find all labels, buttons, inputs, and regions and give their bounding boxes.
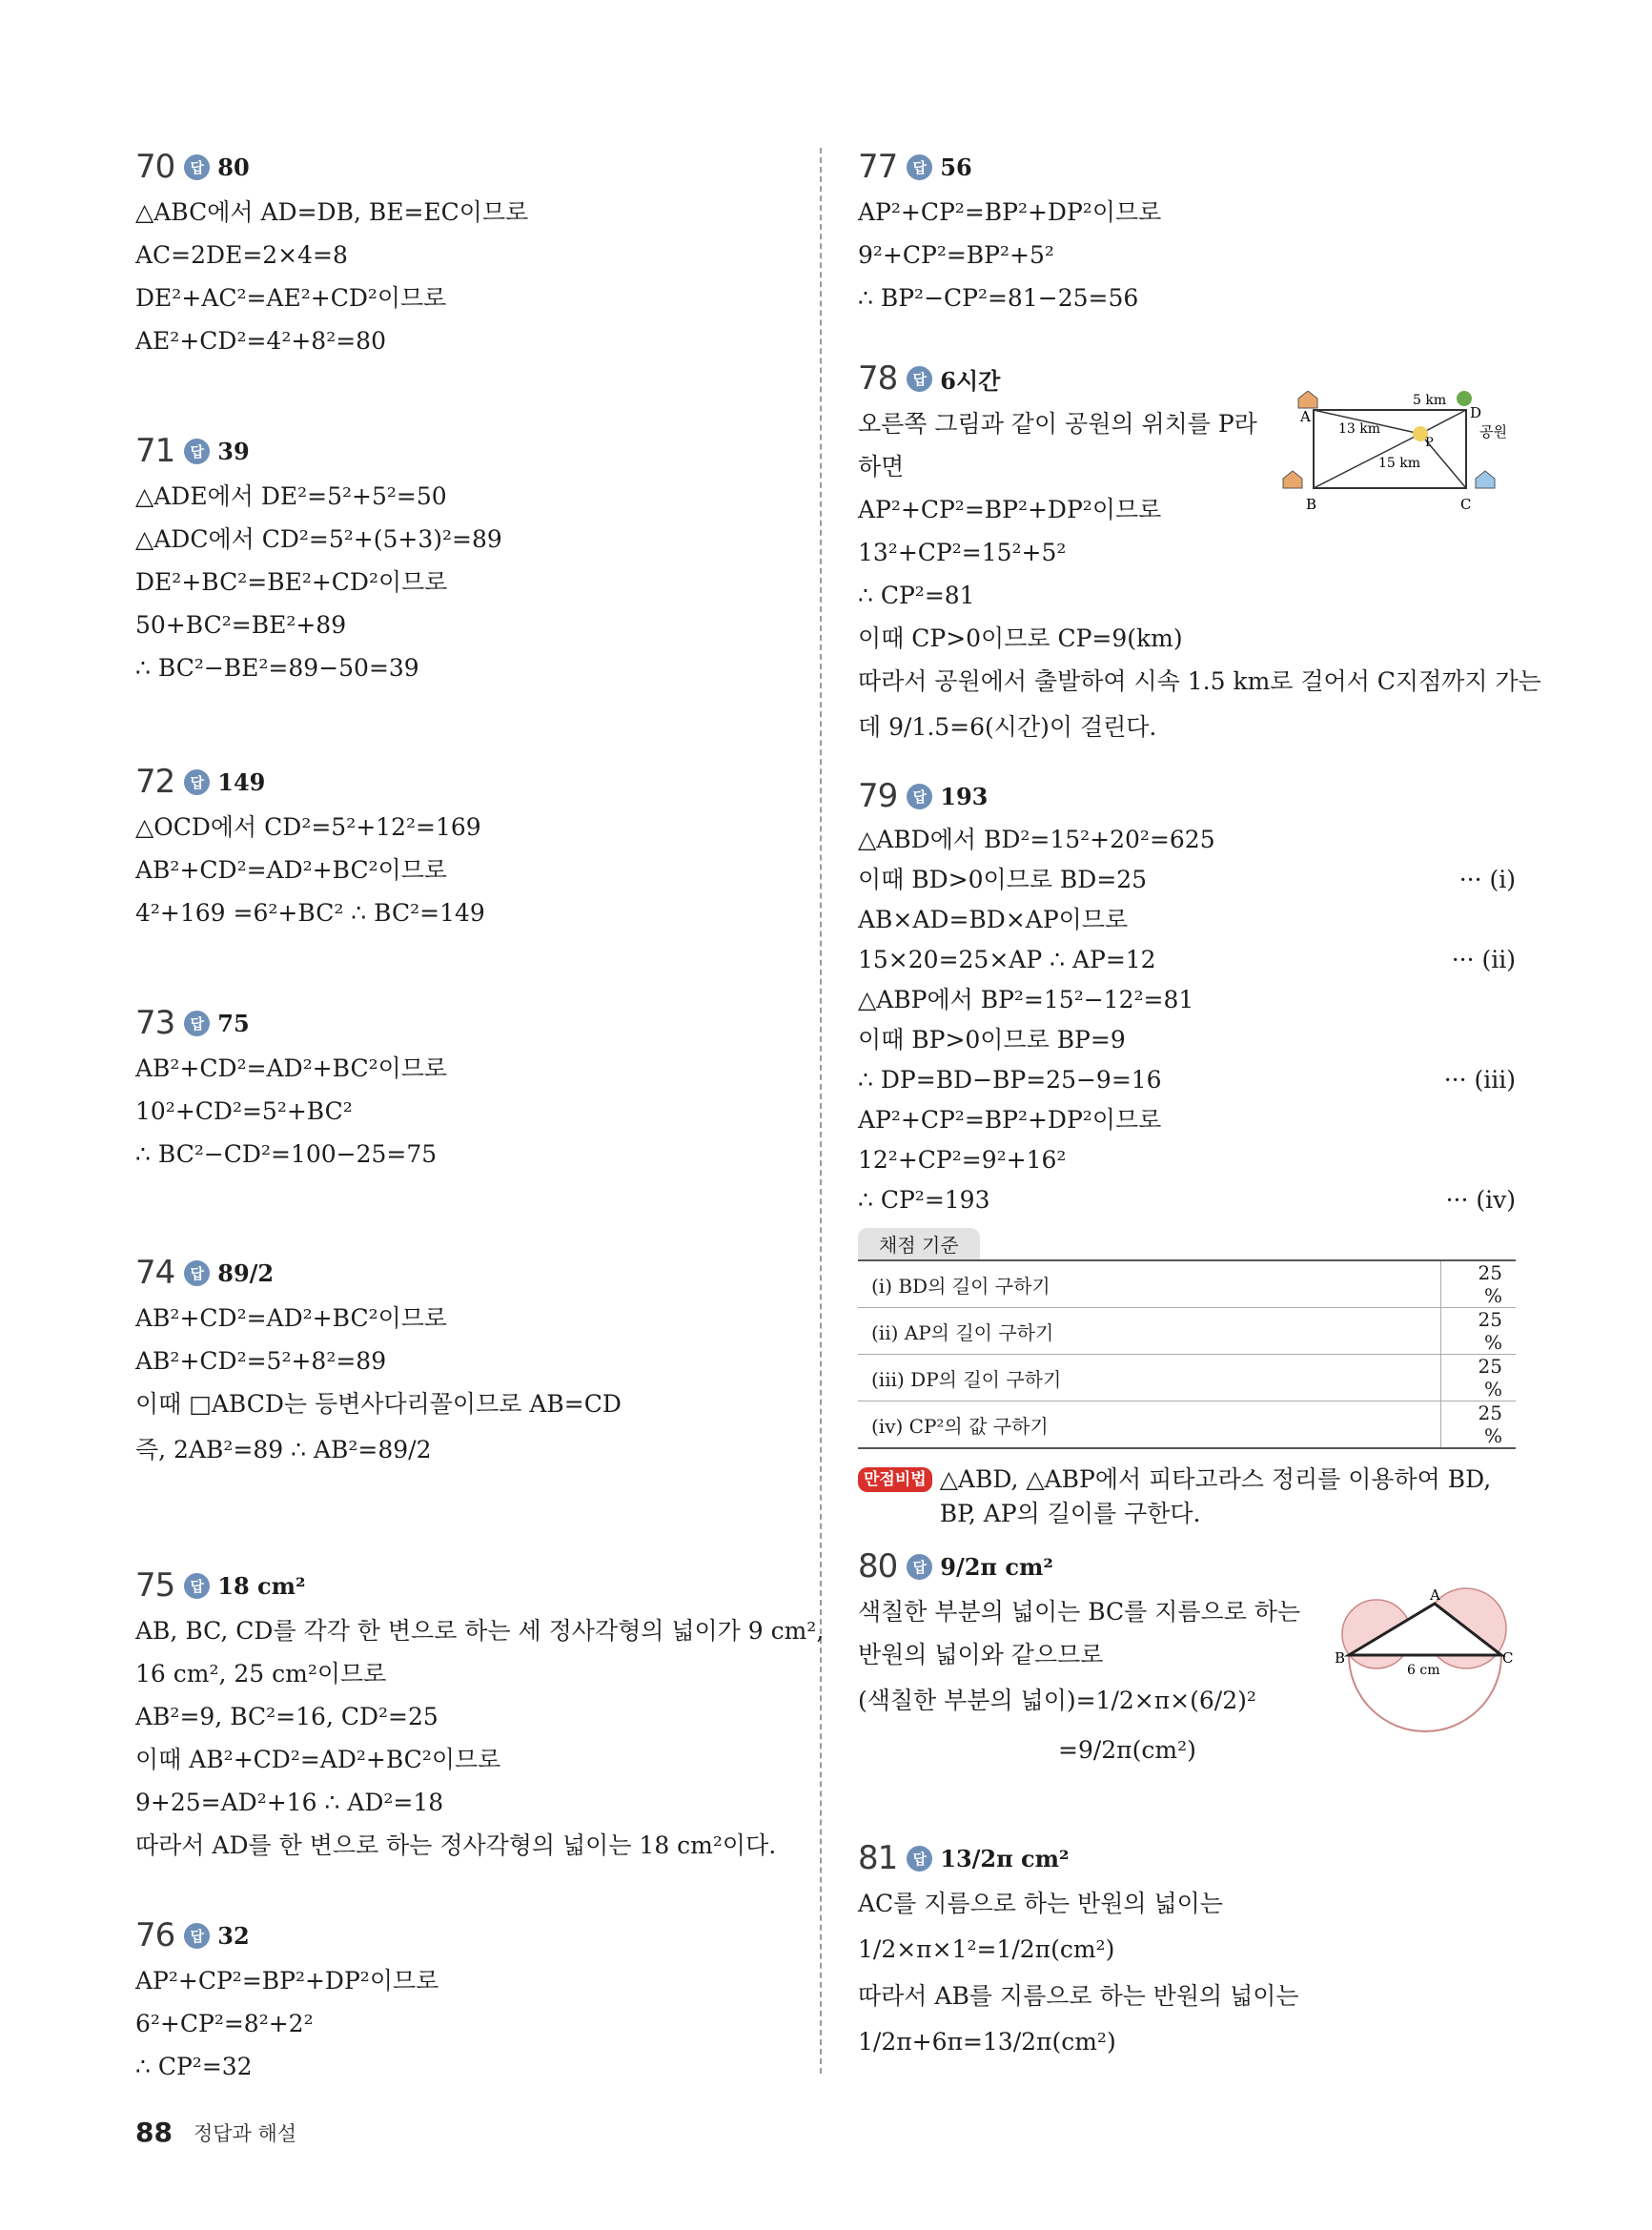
problem-72 — [135, 758, 793, 934]
semicircle-figure — [1335, 1586, 1516, 1749]
solution-line: 1/2×π×1²=1/2π(cm²) — [858, 1935, 1115, 1963]
label-p: P — [1425, 436, 1434, 450]
problem-81 — [858, 1834, 1516, 2067]
problem-number: 79 — [858, 777, 898, 815]
solution-line: △ABC에서 AD=DB, BE=EC이므로 — [135, 198, 529, 226]
answer: 75 — [217, 1009, 250, 1037]
solution-line: ∴ BP²−CP²=81−25=56 — [858, 284, 1139, 312]
solution-line: AP²+CP²=BP²+DP²이므로 — [135, 1967, 439, 1995]
answer-badge-icon: 답 — [907, 154, 932, 180]
answer-badge-icon: 답 — [184, 769, 210, 795]
grading-criteria — [858, 1228, 1516, 1449]
solution-line: 오른쪽 그림과 같이 공원의 위치를 P라 — [858, 410, 1257, 438]
solution-line: 이때 AB²+CD²=AD²+BC²이므로 — [135, 1746, 501, 1773]
solution-line: 13²+CP²=15²+5² — [858, 539, 1067, 566]
answer: 193 — [940, 782, 989, 810]
problem-number: 70 — [135, 148, 175, 186]
solution-line: 6²+CP²=8²+2² — [135, 2010, 314, 2037]
solution-line: AB²+CD²=5²+8²=89 — [135, 1347, 387, 1375]
solution-line: AB²=9, BC²=16, CD²=25 — [135, 1703, 438, 1730]
solution-line: 50+BC²=BE²+89 — [135, 611, 347, 639]
problem-number: 75 — [135, 1566, 175, 1605]
problem-70 — [135, 143, 793, 362]
solution-line: AP²+CP²=BP²+DP²이므로 — [858, 496, 1162, 523]
problem-number: 73 — [135, 1004, 175, 1042]
label-park: 공원 — [1479, 423, 1507, 440]
solution-line: DE²+AC²=AE²+CD²이므로 — [135, 284, 447, 312]
solution-line: AE²+CD²=4²+8²=80 — [135, 327, 386, 355]
solution-line: △OCD에서 CD²=5²+12²=169 — [135, 813, 481, 841]
solution-line: ∴ CP²=193 ··· (iv) — [858, 1186, 1516, 1214]
page-label: 정답과 해설 — [193, 2121, 297, 2145]
grading-table — [858, 1259, 1516, 1449]
answer: 18 cm² — [217, 1571, 306, 1600]
label-b: B — [1306, 496, 1317, 513]
tip-text: △ABD, △ABP에서 피타고라스 정리를 이용하여 BD, BP, AP의 길이를 구한다. — [939, 1465, 1492, 1527]
solution-line: 1/2π+6π=13/2π(cm²) — [858, 2028, 1116, 2056]
solution-line: ∴ CP²=81 — [858, 582, 975, 609]
solution-line: 15×20=25×AP ∴ AP=12 ··· (ii) — [858, 946, 1516, 973]
solution-line: AB²+CD²=AD²+BC²이므로 — [135, 856, 448, 884]
label-b: B — [1335, 1649, 1346, 1667]
solution-line: 12²+CP²=9²+16² — [858, 1146, 1067, 1174]
house-icon — [1298, 391, 1317, 408]
answer: 32 — [217, 1921, 250, 1950]
problem-number: 81 — [858, 1839, 898, 1877]
answer: 13/2π cm² — [940, 1844, 1070, 1872]
label-13km: 13 km — [1338, 421, 1381, 437]
solution-line: 색칠한 부분의 넓이는 BC를 지름으로 하는 — [858, 1598, 1301, 1626]
solution-line: (색칠한 부분의 넓이)=1/2×π×(6/2)² — [858, 1687, 1256, 1714]
solution-line: △ABD에서 BD²=15²+20²=625 — [858, 826, 1215, 853]
column-divider — [820, 148, 822, 2074]
problem-73 — [135, 999, 793, 1176]
table-row: (ii) AP의 길이 구하기 25 % — [858, 1308, 1516, 1355]
solution-line: AP²+CP²=BP²+DP²이므로 — [858, 198, 1162, 226]
solution-line: 하면 — [858, 453, 905, 481]
problem-80 — [858, 1543, 1516, 1775]
solution-line: AB, BC, CD를 각각 한 변으로 하는 세 정사각형의 넓이가 9 cm², — [135, 1617, 825, 1645]
solution-line: 4²+169 =6²+BC² ∴ BC²=149 — [135, 899, 485, 927]
problem-number: 74 — [135, 1254, 175, 1292]
problem-71 — [135, 427, 793, 689]
solution-line: 이때 □ABCD는 등변사다리꼴이므로 AB=CD — [135, 1390, 622, 1418]
solution-line: AB²+CD²=AD²+BC²이므로 — [135, 1054, 448, 1082]
solution-line: 16 cm², 25 cm²이므로 — [135, 1660, 387, 1688]
solution-line: △ABP에서 BP²=15²−12²=81 — [858, 986, 1194, 1013]
answer: 56 — [940, 153, 972, 181]
solution-line: AC=2DE=2×4=8 — [135, 241, 348, 269]
answer-badge-icon: 답 — [907, 1554, 932, 1580]
label-5km: 5 km — [1413, 393, 1447, 408]
label-d: D — [1470, 404, 1482, 421]
problem-number: 78 — [858, 359, 898, 398]
table-row: (iv) CP²의 값 구하기 25 % — [858, 1401, 1516, 1449]
solution-line: 따라서 AB를 지름으로 하는 반원의 넓이는 — [858, 1982, 1299, 2010]
problem-number: 76 — [135, 1916, 175, 1954]
solution-line: DE²+BC²=BE²+CD²이므로 — [135, 568, 448, 596]
problem-79 — [858, 772, 1516, 1531]
answer: 6시간 — [940, 366, 1001, 395]
solution-line: 즉, 2AB²=89 ∴ AB²=89/2 — [135, 1436, 432, 1463]
solution-line: 9+25=AD²+16 ∴ AD²=18 — [135, 1789, 444, 1816]
solution-line: ∴ BC²−BE²=89−50=39 — [135, 654, 419, 682]
solution-line: 이때 CP>0이므로 CP=9(km) — [858, 624, 1183, 652]
solution-line: △ADE에서 DE²=5²+5²=50 — [135, 482, 447, 510]
problem-number: 80 — [858, 1547, 898, 1586]
problem-78 — [858, 355, 1541, 752]
solution-line: AP²+CP²=BP²+DP²이므로 — [858, 1106, 1162, 1134]
answer-badge-icon: 답 — [184, 1260, 210, 1286]
answer: 9/2π cm² — [940, 1552, 1053, 1581]
problem-number: 77 — [858, 148, 898, 186]
grading-title: 채점 기준 — [858, 1228, 980, 1259]
house-icon — [1476, 471, 1495, 488]
park-map-figure — [1277, 391, 1516, 515]
page-number: 88 — [135, 2117, 173, 2148]
answer: 39 — [217, 437, 250, 465]
answer: 149 — [217, 767, 266, 796]
problem-number: 71 — [135, 432, 175, 470]
answer-badge-icon: 답 — [184, 1573, 210, 1599]
solution-line: AB×AD=BD×AP이므로 — [858, 906, 1129, 933]
table-row: (i) BD의 길이 구하기 25 % — [858, 1260, 1516, 1308]
answer-badge-icon: 답 — [907, 1846, 932, 1872]
answer: 80 — [217, 153, 250, 181]
answer-badge-icon: 답 — [907, 784, 932, 809]
solution-line: 10²+CD²=5²+BC² — [135, 1097, 353, 1125]
tip-badge: 만점비법 — [858, 1467, 932, 1492]
answer: 89/2 — [217, 1258, 275, 1287]
answer-badge-icon: 답 — [907, 366, 932, 392]
problem-75 — [135, 1562, 825, 1867]
answer-badge-icon: 답 — [184, 439, 210, 464]
answer-badge-icon: 답 — [184, 1011, 210, 1036]
solution-line: ∴ DP=BD−BP=25−9=16 ··· (iii) — [858, 1066, 1516, 1094]
label-a: A — [1300, 408, 1311, 425]
solution-line: 따라서 AD를 한 변으로 하는 정사각형의 넓이는 18 cm²이다. — [135, 1831, 777, 1859]
solution-line: ∴ BC²−CD²=100−25=75 — [135, 1140, 438, 1168]
problem-77 — [858, 143, 1516, 319]
solution-line: 따라서 공원에서 출발하여 시속 1.5 km로 걸어서 C지점까지 가는 — [858, 667, 1541, 695]
solution-line: △ADC에서 CD²=5²+(5+3)²=89 — [135, 525, 502, 553]
solution-line: 데 9/1.5=6(시간)이 걸린다. — [858, 713, 1157, 741]
solution-line: AC를 지름으로 하는 반원의 넓이는 — [858, 1890, 1223, 1917]
tip-box — [858, 1463, 1516, 1531]
house-icon — [1283, 471, 1302, 488]
solution-line: =9/2π(cm²) — [1058, 1736, 1196, 1764]
problem-number: 72 — [135, 763, 175, 801]
problem-74 — [135, 1249, 793, 1475]
solution-line: 9²+CP²=BP²+5² — [858, 241, 1054, 269]
problem-76 — [135, 1912, 793, 2088]
table-row: (iii) DP의 길이 구하기 25 % — [858, 1355, 1516, 1401]
label-6cm: 6 cm — [1407, 1663, 1440, 1678]
label-a: A — [1430, 1586, 1440, 1604]
solution-line: 이때 BD>0이므로 BD=25 ··· (i) — [858, 866, 1516, 893]
solution-line: ∴ CP²=32 — [135, 2053, 253, 2080]
segment-dp — [1420, 410, 1466, 434]
page-footer — [135, 2117, 296, 2148]
label-15km: 15 km — [1378, 456, 1421, 471]
answer-badge-icon: 답 — [184, 1923, 210, 1949]
solution-line: AB²+CD²=AD²+BC²이므로 — [135, 1304, 448, 1332]
label-c: C — [1502, 1649, 1514, 1667]
solution-line: 이때 BP>0이므로 BP=9 — [858, 1026, 1126, 1054]
solution-line: 반원의 넓이와 같으므로 — [858, 1641, 1104, 1668]
label-c: C — [1460, 496, 1472, 513]
answer-badge-icon: 답 — [184, 154, 210, 180]
